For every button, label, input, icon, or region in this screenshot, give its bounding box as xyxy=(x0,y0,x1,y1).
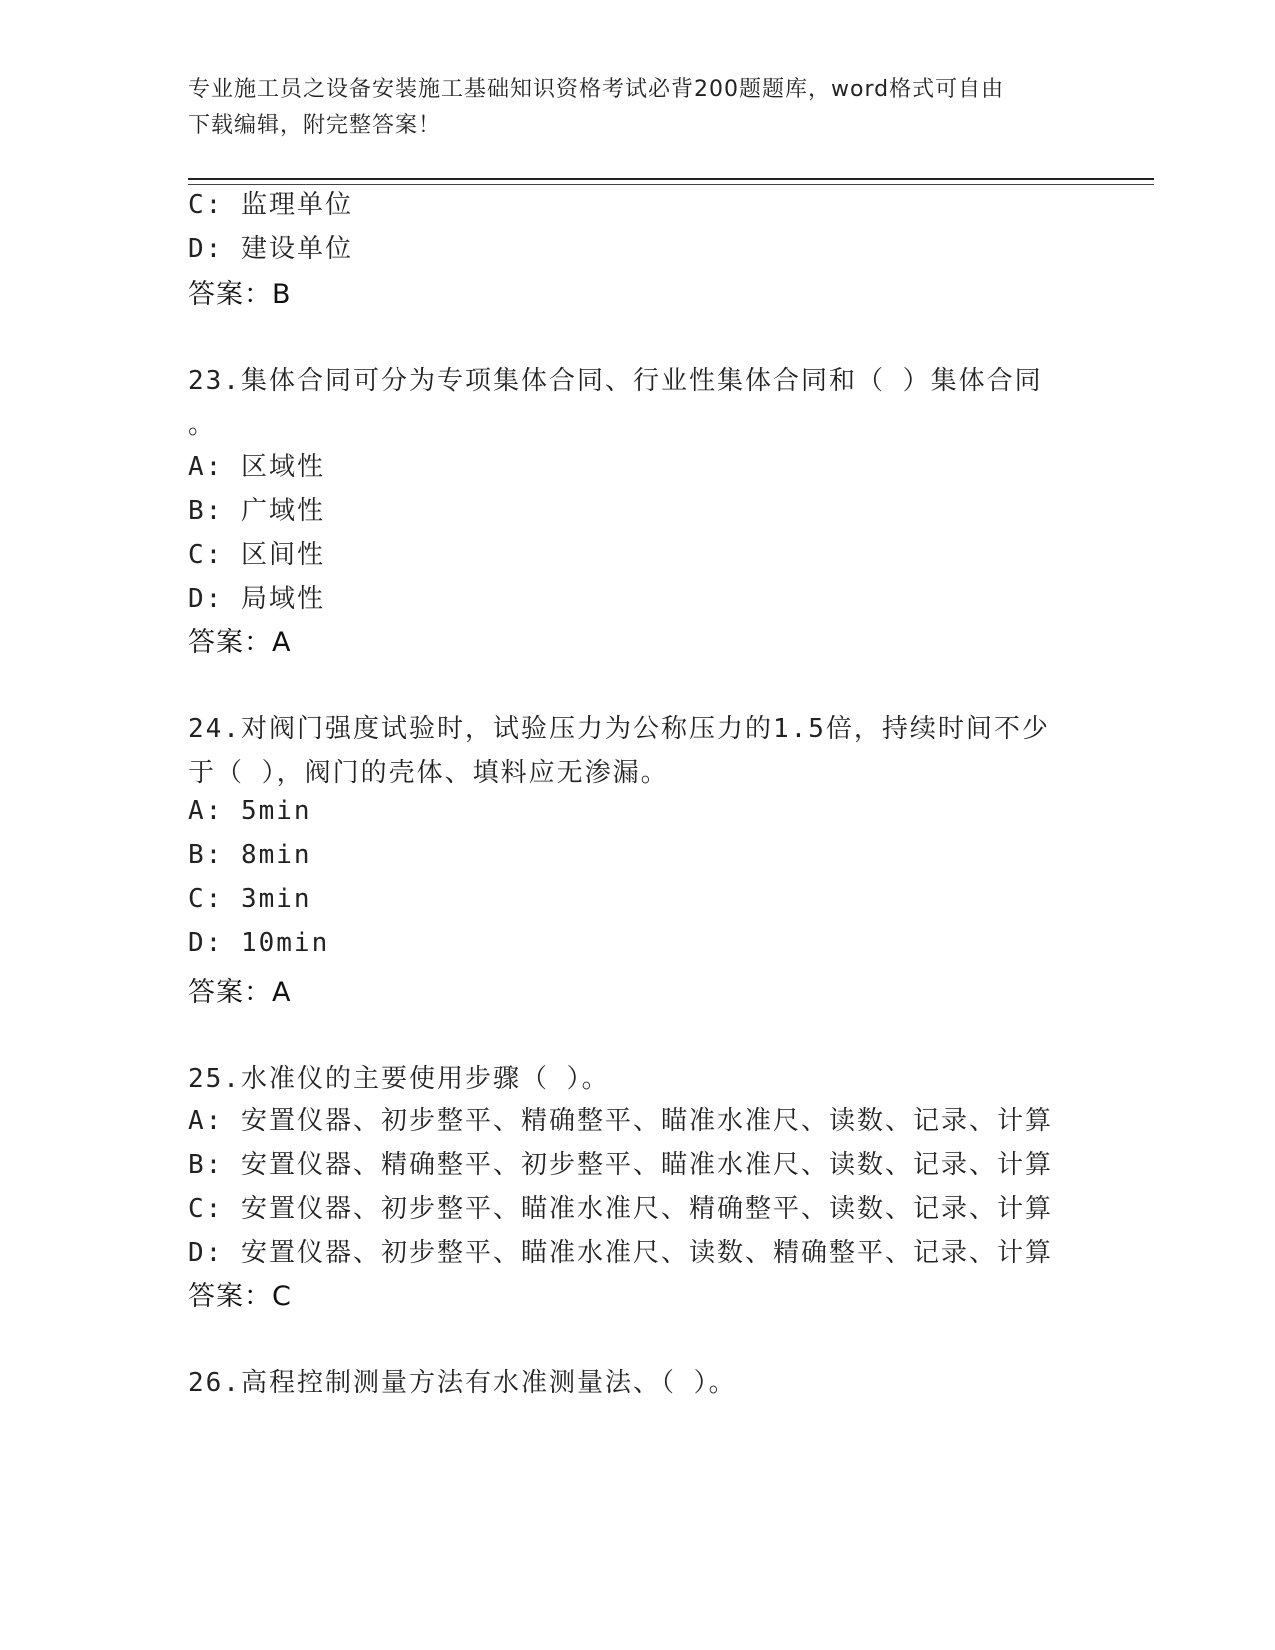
q25-option-a: A: 安置仪器、初步整平、精确整平、瞄准水准尺、读数、记录、计算 xyxy=(188,1106,1053,1136)
q24-answer: 答案：A xyxy=(188,977,292,1008)
q23-option-c: C: 区间性 xyxy=(188,540,325,570)
q26-stem: 26.高程控制测量方法有水准测量法、（ ）。 xyxy=(188,1368,737,1398)
q25-option-b: B: 安置仪器、精确整平、初步整平、瞄准水准尺、读数、记录、计算 xyxy=(188,1150,1053,1180)
q23-option-d: D: 局域性 xyxy=(188,584,325,614)
q23-option-b: B: 广域性 xyxy=(188,496,325,526)
document-header xyxy=(188,72,1088,144)
q25-answer: 答案：C xyxy=(188,1281,292,1312)
q22-answer: 答案：B xyxy=(188,279,292,310)
q24-option-b: B: 8min xyxy=(188,840,312,870)
q24-option-a: A: 5min xyxy=(188,796,312,826)
q25-option-c: C: 安置仪器、初步整平、瞄准水准尺、精确整平、读数、记录、计算 xyxy=(188,1194,1053,1224)
q22-option-d: D: 建设单位 xyxy=(188,234,353,264)
q24-stem-line-1: 24.对阀门强度试验时，试验压力为公称压力的1.5倍，持续时间不少 xyxy=(188,714,1050,744)
q25-option-d: D: 安置仪器、初步整平、瞄准水准尺、读数、精确整平、记录、计算 xyxy=(188,1238,1053,1268)
q23-answer: 答案：A xyxy=(188,627,292,658)
q23-option-a: A: 区域性 xyxy=(188,452,325,482)
q23-stem-line-2: 。 xyxy=(188,410,217,440)
q24-stem-line-2: 于（ ），阀门的壳体、填料应无渗漏。 xyxy=(188,758,669,788)
q24-option-d: D: 10min xyxy=(188,928,330,958)
header-divider xyxy=(188,178,1154,180)
header-line-1: 专业施工员之设备安装施工基础知识资格考试必背200题题库，word格式可自由 xyxy=(188,77,1005,102)
q24-option-c: C: 3min xyxy=(188,884,312,914)
q23-stem-line-1: 23.集体合同可分为专项集体合同、行业性集体合同和（ ）集体合同 xyxy=(188,366,1043,396)
header-line-2: 下载编辑，附完整答案！ xyxy=(188,113,442,138)
q25-stem: 25.水准仪的主要使用步骤（ ）。 xyxy=(188,1064,610,1094)
q22-option-c: C: 监理单位 xyxy=(188,190,353,220)
